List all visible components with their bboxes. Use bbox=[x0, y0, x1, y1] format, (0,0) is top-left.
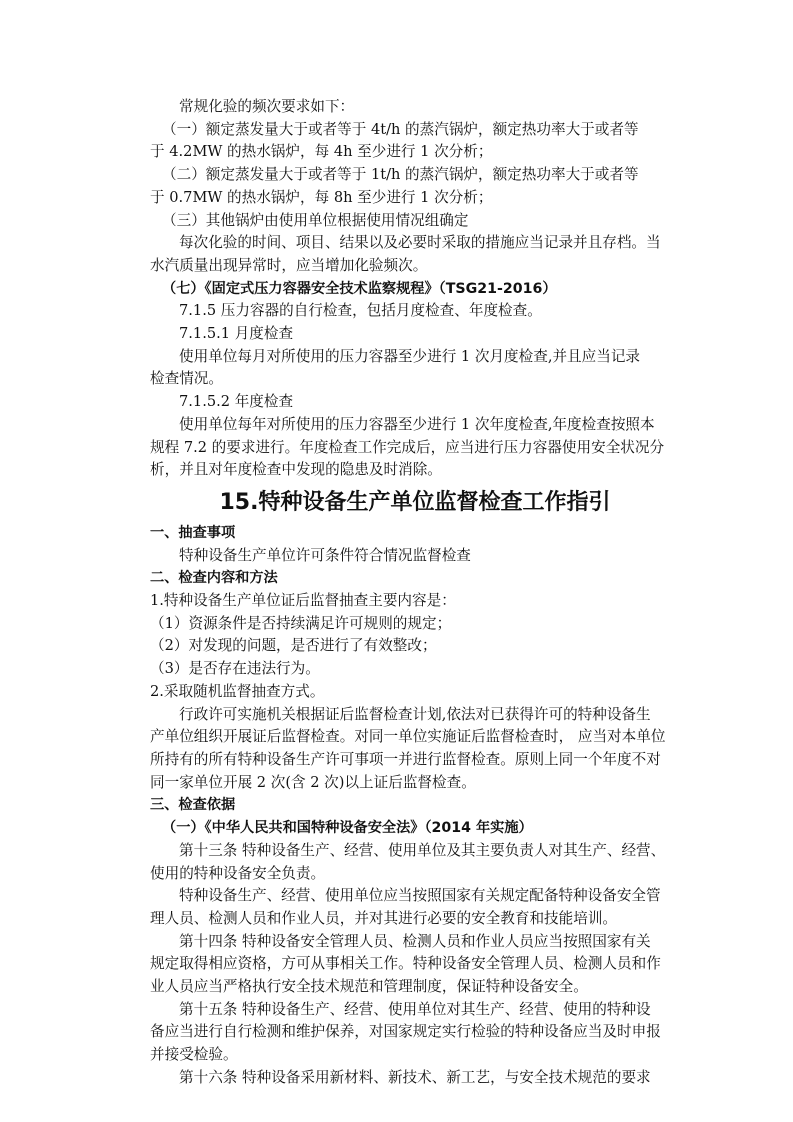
text-line: 1.特种设备生产单位证后监督抽查主要内容是： bbox=[150, 592, 456, 610]
text-line: 特种设备生产单位许可条件符合情况监督检查 bbox=[179, 546, 471, 564]
text-line: 7.1.5 压力容器的自行检查，包括月度检查、年度检查。 bbox=[179, 302, 542, 320]
text-line: 每次化验的时间、项目、结果以及必要时采取的措施应当记录并且存档。当 bbox=[179, 234, 661, 252]
text-line: 7.1.5.1 月度检查 bbox=[179, 325, 294, 343]
chapter-title: 15.特种设备生产单位监督检查工作指引 bbox=[219, 489, 611, 515]
section-heading: 三、检查依据 bbox=[150, 797, 236, 814]
section-heading: 一、抽查事项 bbox=[150, 524, 236, 541]
text-line: 于 4.2MW 的热水锅炉，每 4h 至少进行 1 次分析； bbox=[150, 143, 493, 161]
section-subheading: （七）《固定式压力容器安全技术监察规程》（TSG21-2016） bbox=[162, 280, 557, 297]
section-subheading: （一）《中华人民共和国特种设备安全法》（2014 年实施） bbox=[162, 820, 533, 837]
text-line: 水汽质量出现异常时，应当增加化验频次。 bbox=[150, 256, 428, 274]
text-line: （1）资源条件是否持续满足许可规则的规定； bbox=[150, 614, 452, 632]
text-line: 常规化验的频次要求如下： bbox=[179, 98, 355, 115]
text-line: 检查情况。 bbox=[150, 370, 223, 388]
text-line: 业人员应当严格执行安全技术规范和管理制度，保证特种设备安全。 bbox=[150, 978, 588, 996]
text-line: （三）其他锅炉由使用单位根据使用情况组确定 bbox=[162, 211, 469, 229]
text-line: （2）对发现的问题，是否进行了有效整改； bbox=[150, 637, 437, 655]
text-line: 理人员、检测人员和作业人员，并对其进行必要的安全教育和技能培训。 bbox=[150, 909, 618, 927]
text-line: 行政许可实施机关根据证后监督检查计划,依法对已获得许可的特种设备生 bbox=[179, 705, 651, 723]
text-line: 规定取得相应资格，方可从事相关工作。特种设备安全管理人员、检测人员和作 bbox=[150, 955, 661, 973]
text-line: 第十四条 特种设备安全管理人员、检测人员和作业人员应当按照国家有关 bbox=[179, 932, 651, 950]
text-line: 特种设备生产、经营、使用单位应当按照国家有关规定配备特种设备安全管 bbox=[179, 887, 661, 905]
text-line: 7.1.5.2 年度检查 bbox=[179, 393, 294, 411]
text-line: 第十五条 特种设备生产、经营、使用单位对其生产、经营、使用的特种设 bbox=[179, 1000, 651, 1018]
text-line: 于 0.7MW 的热水锅炉，每 8h 至少进行 1 次分析； bbox=[150, 188, 493, 206]
text-line: 所持有的所有特种设备生产许可事项一并进行监督检查。原则上同一个年度不对 bbox=[150, 750, 661, 768]
text-line: 使用单位每月对所使用的压力容器至少进行 1 次月度检查,并且应当记录 bbox=[179, 347, 641, 365]
text-line: 使用单位每年对所使用的压力容器至少进行 1 次年度检查,年度检查按照本 bbox=[179, 415, 655, 433]
text-line: 规程 7.2 的要求进行。年度检查工作完成后，应当进行压力容器使用安全状况分 bbox=[150, 438, 665, 456]
text-line: （一）额定蒸发量大于或者等于 4t/h 的蒸汽锅炉，额定热功率大于或者等 bbox=[162, 120, 639, 138]
text-line: 2.采取随机监督抽查方式。 bbox=[150, 682, 325, 700]
text-line: （二）额定蒸发量大于或者等于 1t/h 的蒸汽锅炉，额定热功率大于或者等 bbox=[162, 166, 639, 184]
text-line: 使用的特种设备安全负责。 bbox=[150, 864, 326, 882]
text-line: 产单位组织开展证后监督检查。对同一单位实施证后监督检查时， 应当对本单位 bbox=[150, 728, 666, 746]
section-heading: 二、检查内容和方法 bbox=[150, 570, 278, 587]
text-line: 同一家单位开展 2 次(含 2 次)以上证后监督检查。 bbox=[150, 773, 476, 791]
text-line: 析，并且对年度检查中发现的隐患及时消除。 bbox=[150, 461, 442, 479]
text-line: 备应当进行自行检测和维护保养，对国家规定实行检验的特种设备应当及时申报 bbox=[150, 1023, 661, 1041]
text-line: 第十三条 特种设备生产、经营、使用单位及其主要负责人对其生产、经营、 bbox=[179, 841, 666, 859]
text-line: 第十六条 特种设备采用新材料、新技术、新工艺，与安全技术规范的要求 bbox=[179, 1068, 651, 1086]
text-line: 并接受检验。 bbox=[150, 1046, 238, 1064]
text-line: （3）是否存在违法行为。 bbox=[150, 660, 320, 678]
document-page bbox=[150, 96, 680, 1090]
